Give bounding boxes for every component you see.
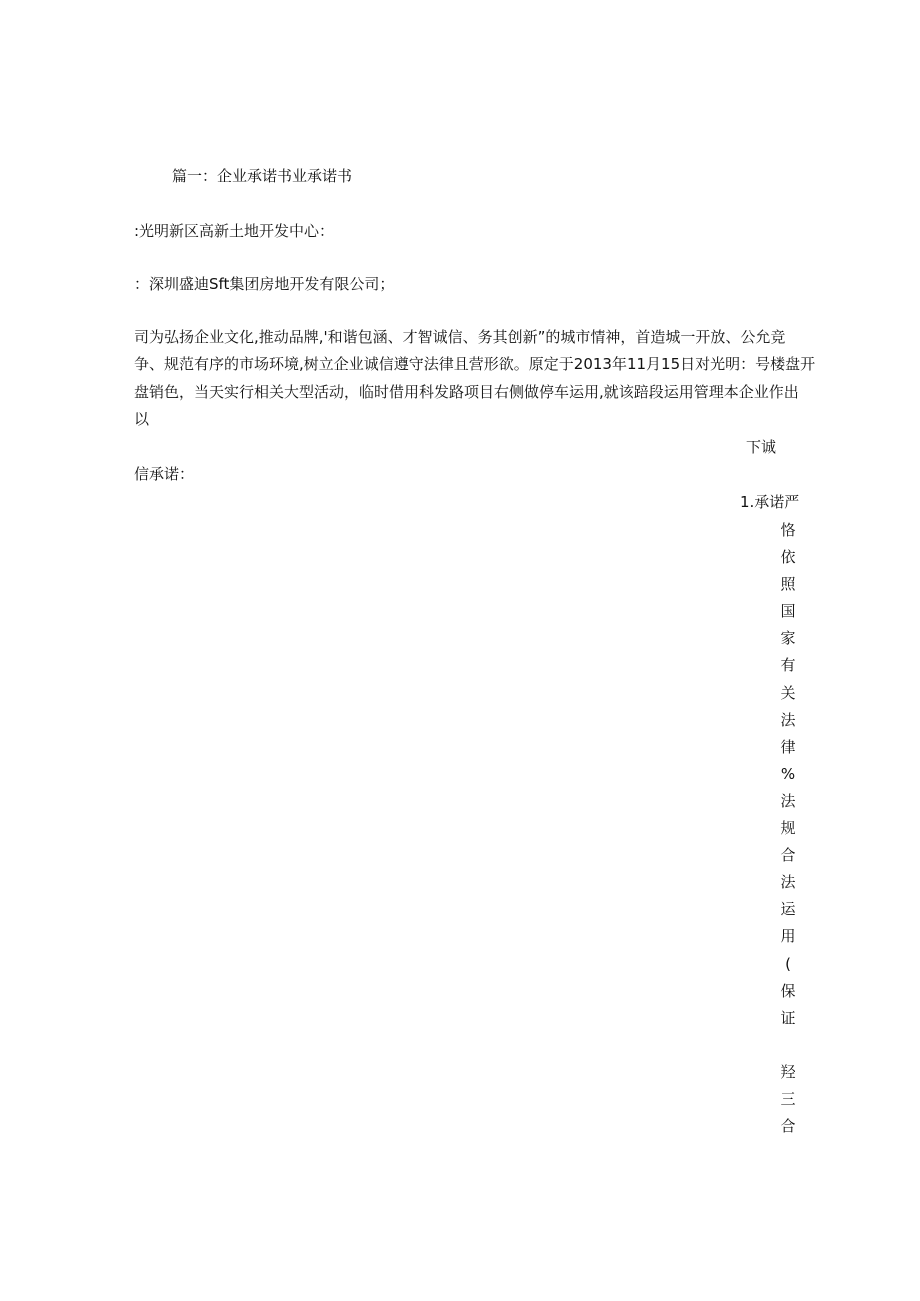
vertical-char: 合	[780, 1117, 796, 1136]
vertical-char: 保	[780, 981, 796, 1000]
addressee-line: :光明新区高新土地开发中心：	[134, 222, 335, 240]
vertical-text-column	[778, 517, 798, 1140]
paragraph-line: 以	[134, 410, 150, 428]
sender-line: ：深圳盛迪Sft集团房地开发有限公司；	[134, 275, 395, 293]
vertical-char: (	[785, 954, 791, 973]
vertical-char: 照	[780, 575, 796, 594]
paragraph-line: 司为弘扬企业文化,推动品牌,'和谐包涵、才智诚信、务其创新”的城市情神，首造城一开放、公允竞	[134, 328, 786, 346]
vertical-char: 法	[780, 710, 796, 729]
vertical-char: 证	[780, 1008, 796, 1027]
paragraph-line: 盘销色，当天实行相关大型活动，临时借用科发路项目右侧做停车运用,就该踣段运用管理本企业作出	[134, 383, 799, 401]
vertical-char: 用	[780, 927, 796, 946]
closing-line: 信承诺：	[134, 465, 195, 483]
commitment-item-start: 1.承诺严	[740, 493, 800, 511]
vertical-gap	[778, 1032, 798, 1059]
vertical-char: 三	[780, 1089, 796, 1108]
vertical-char: 家	[780, 629, 796, 648]
vertical-char: 有	[780, 656, 796, 675]
paragraph-line: 争、规范有序的市场环境,树立企业诚信遵守法律且营形欲。原定于2013年11月15日对光明：号楼盘开	[134, 355, 816, 373]
vertical-char: 羟	[780, 1062, 796, 1081]
vertical-char: 律	[780, 737, 796, 756]
right-fragment: 下诚	[746, 438, 777, 456]
vertical-char: 国	[780, 602, 796, 621]
vertical-char: 依	[780, 548, 796, 567]
vertical-char: 法	[780, 873, 796, 892]
vertical-char: 法	[780, 791, 796, 810]
vertical-char: 恪	[780, 521, 796, 539]
document-title: 篇一：企业承诺书业承诺书	[172, 167, 353, 185]
vertical-char: 运	[780, 900, 796, 919]
vertical-char: 合	[780, 846, 796, 865]
vertical-char: 关	[780, 683, 796, 702]
vertical-char: %	[780, 764, 796, 783]
vertical-char: 规	[780, 819, 796, 838]
